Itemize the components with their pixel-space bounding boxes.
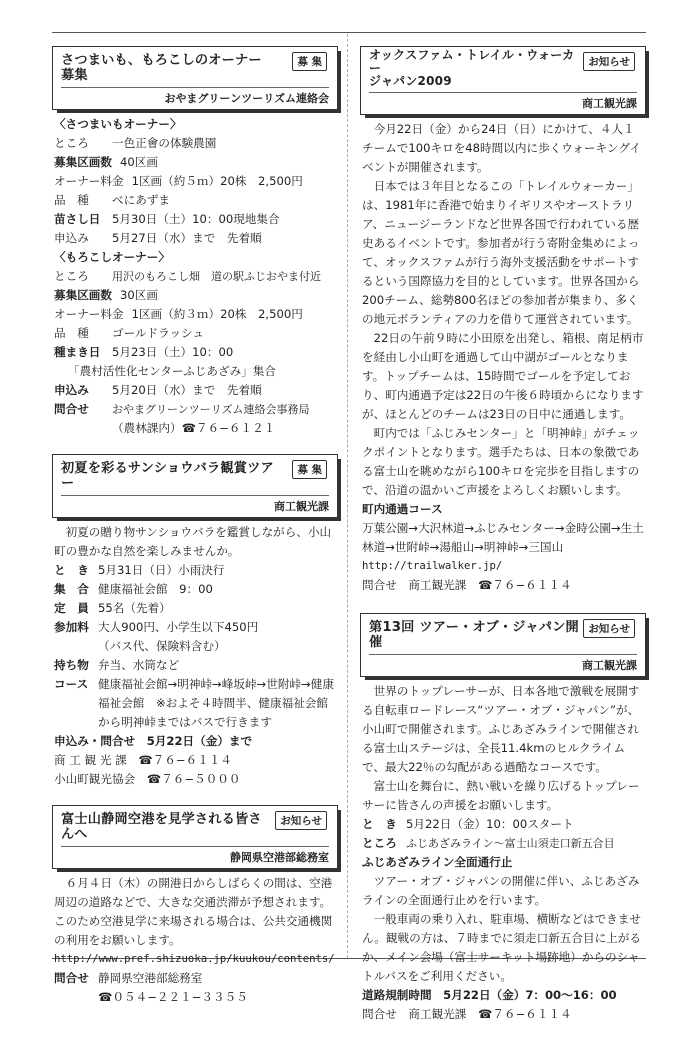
notice-badge: お知らせ bbox=[583, 619, 635, 638]
recruit-badge: 募 集 bbox=[292, 460, 327, 479]
article-title: 初夏を彩るサンショウバラ観賞ツアー bbox=[61, 461, 274, 491]
article-header bbox=[52, 805, 338, 869]
value: 5月22日（金）10：00スタート bbox=[406, 817, 574, 831]
label: 品 種 bbox=[54, 326, 89, 340]
value: 30区画 bbox=[120, 288, 158, 302]
column-divider bbox=[347, 34, 348, 958]
value: べにあずま bbox=[112, 193, 170, 207]
apply-line: 申込み・問合せ 5月22日（金）まで bbox=[54, 734, 253, 748]
article-owner-recruit bbox=[52, 46, 338, 438]
regulation-time: 道路規制時間 5月22日（金）7：00〜16：00 bbox=[362, 988, 617, 1002]
label: 募集区画数 bbox=[54, 288, 112, 302]
article-body bbox=[360, 115, 646, 595]
link-url[interactable]: http://trailwalker.jp/ bbox=[362, 560, 503, 572]
article-trailwalker bbox=[360, 46, 646, 595]
left-column bbox=[52, 46, 338, 1021]
section-heading: 〈さつまいもオーナー〉 bbox=[54, 117, 182, 131]
article-header bbox=[360, 46, 646, 115]
meeting-place: 「農村活性化センターふじあざみ」集合 bbox=[68, 364, 276, 378]
label: オーナー料金 bbox=[54, 174, 124, 188]
value: 大人900円、小学生以下450円 bbox=[98, 620, 259, 634]
label: 定 員 bbox=[54, 601, 89, 615]
contact-phone: （農林課内）☎７６−６１２１ bbox=[112, 421, 276, 435]
value: 健康福祉会館→明神峠→峰坂峠→世附峠→健康福祉会館 ※およそ４時間半、健康福祉会館から明神峠まではバスで行きます bbox=[98, 677, 334, 729]
label: ところ bbox=[54, 136, 89, 150]
value: 1区画（約５ｍ）20株 2,500円 bbox=[131, 174, 303, 188]
article-tour-of-japan bbox=[360, 613, 646, 1024]
contact-line: 問合せ 商工観光課 ☎７６−６１１４ bbox=[362, 1007, 572, 1021]
label: 種まき日 bbox=[54, 345, 101, 359]
paragraph: 今月22日（金）から24日（日）にかけて、４人１チームで100キロを48時間以内に歩くウォーキングイベントが開催されます。 bbox=[362, 122, 641, 174]
value: おやまグリーンツーリズム連絡会事務局 bbox=[112, 403, 310, 416]
article-header bbox=[52, 46, 338, 110]
article-body bbox=[52, 869, 338, 1007]
label: 問合せ bbox=[54, 402, 89, 416]
article-title: 第13回 ツアー・オブ・ジャパン開催 bbox=[369, 620, 579, 650]
article-organization: 商工観光課 bbox=[369, 92, 637, 111]
value: 5月20日（水）まで 先着順 bbox=[112, 383, 262, 397]
label: 持ち物 bbox=[54, 658, 89, 672]
intro-text: 初夏の贈り物サンショウバラを鑑賞しながら、小山町の豊かな自然を楽しみませんか。 bbox=[54, 525, 332, 558]
paragraph: 富士山を舞台に、熱い戦いを繰り広げるトップレーサーに皆さんの声援をお願いします。 bbox=[362, 779, 640, 812]
value: ふじあざみライン〜富士山須走口新五合目 bbox=[406, 837, 615, 850]
top-rule bbox=[52, 32, 646, 33]
notice-badge: お知らせ bbox=[583, 52, 635, 71]
contact-phone: 商 工 観 光 課 ☎７６−６１１４ bbox=[54, 753, 233, 767]
body-text: ６月４日（木）の開港日からしばらくの間は、空港周辺の道路などで、大きな交通渋滞が予想されます。このため空港見学に来場される場合は、公共交通機関の利用をお願いします。 bbox=[54, 876, 333, 947]
label: 申込み bbox=[54, 231, 89, 245]
label: コース bbox=[54, 677, 89, 691]
article-organization: おやまグリーンツーリズム連絡会 bbox=[61, 87, 329, 106]
article-body bbox=[360, 677, 646, 1024]
right-column bbox=[360, 46, 646, 1038]
fee-note: （バス代、保険料含む） bbox=[98, 639, 226, 653]
contact-phone: ☎０５４−２２１−３３５５ bbox=[98, 990, 248, 1004]
notice-badge: お知らせ bbox=[275, 811, 327, 830]
value: 5月23日（土）10：00 bbox=[112, 345, 234, 359]
route-text: 万葉公園→大沢林道→ふじみセンター→金時公園→生土林道→世附峠→湯船山→明神峠→三国山 bbox=[362, 521, 644, 554]
label: 集 合 bbox=[54, 582, 89, 596]
value: ゴールドラッシュ bbox=[112, 326, 205, 340]
article-header bbox=[360, 613, 646, 677]
article-organization: 静岡県空港部総務室 bbox=[61, 846, 329, 865]
article-organization: 商工観光課 bbox=[369, 654, 637, 673]
value: 5月27日（水）まで 先着順 bbox=[112, 231, 262, 245]
article-body bbox=[52, 110, 338, 438]
recruit-badge: 募 集 bbox=[292, 52, 327, 71]
article-rose-tour bbox=[52, 454, 338, 789]
label: ところ bbox=[54, 269, 89, 283]
label: 申込み bbox=[54, 383, 89, 397]
paragraph: 日本では３年目となるこの「トレイルウォーカー」は、1981年に香港で始まりイギリスやオーストラリア、ニュージーランドなど世界各国で行われている歴史あるイベントです。参加者が行う寄附金集めによって、オックスファムが行う海外支援活動をサポートするという国際協力を目的としています。世界各国から200チーム、総勢800名ほどの参加者が集まり、多くの地元ボランティアの力を借りて運営されています。 bbox=[362, 179, 640, 326]
paragraph: ツアー・オブ・ジャパンの開催に伴い、ふじあざみラインの全面通行止めを行います。 bbox=[362, 874, 640, 907]
value: 一色正會の体験農園 bbox=[112, 136, 217, 150]
value: 40区画 bbox=[120, 155, 158, 169]
value: 1区画（約３ｍ）20株 2,500円 bbox=[131, 307, 303, 321]
label: 募集区画数 bbox=[54, 155, 112, 169]
label: 品 種 bbox=[54, 193, 89, 207]
article-airport bbox=[52, 805, 338, 1007]
article-title: オックスファム・トレイル・ウォーカー ジャパン2009 bbox=[369, 48, 575, 88]
paragraph: 22日の午前９時に小田原を出発し、箱根、南足柄市を経由し小山町を通過して山中湖がゴールとなります。トップチームは、15時間でゴールを予定しており、町内通過予定は22日の午後６時頃からになりますが、ほとんどのチームは23日の日中に通過します。 bbox=[362, 331, 644, 421]
contact-phone: 小山町観光協会 ☎７６−５０００ bbox=[54, 772, 241, 786]
value: 5月30日（土）10：00現地集合 bbox=[112, 212, 280, 226]
route-heading: 町内通過コース bbox=[362, 502, 443, 516]
article-title: さつまいも、もろこしのオーナー募集 bbox=[61, 53, 262, 83]
label: 苗さし日 bbox=[54, 212, 101, 226]
link-url[interactable]: http://www.pref.shizuoka.jp/kuukou/contents/ bbox=[54, 953, 335, 965]
article-body bbox=[52, 518, 338, 789]
article-title: 富士山静岡空港を見学される皆さんへ bbox=[61, 812, 262, 842]
label: 参加料 bbox=[54, 620, 89, 634]
label: 問合せ bbox=[54, 971, 89, 985]
label: と き bbox=[54, 563, 89, 577]
label: オーナー料金 bbox=[54, 307, 124, 321]
contact-line: 問合せ 商工観光課 ☎７６−６１１４ bbox=[362, 578, 572, 592]
article-header bbox=[52, 454, 338, 518]
article-organization: 商工観光課 bbox=[61, 495, 329, 514]
value: 5月31日（日）小雨決行 bbox=[98, 563, 225, 577]
paragraph: 町内では「ふじみセンター」と「明神峠」がチェックポイントとなります。選手たちは、日本の象徴である富士山を眺めながら100キロを完歩を目指しますので、沿道の温かいご声援をよろしくお願いします。 bbox=[362, 426, 640, 497]
label: ところ bbox=[362, 836, 397, 850]
value: 静岡県空港部総務室 bbox=[98, 971, 203, 985]
label: と き bbox=[362, 817, 397, 831]
paragraph: 世界のトップレーサーが、日本各地で激戦を展開する自転車ロードレース“ツアー・オブ・ジャパン”が、小山町で開催されます。ふじあざみラインで開催される富士山ステージは、全長11.4kmのヒルクライムで、最大22％の勾配がある過酷なコースです。 bbox=[362, 684, 640, 774]
paragraph: 一般車両の乗り入れ、駐車場、横断などはできません。観戦の方は、７時までに須走口新五合目に上がるか、メイン会場（富士サーキット場跡地）からのシャトルバスをご利用ください。 bbox=[362, 912, 641, 983]
closure-heading: ふじあざみライン全面通行止 bbox=[362, 855, 513, 869]
value: 弁当、水筒など bbox=[98, 658, 180, 672]
value: 用沢のもろこし畑 道の駅ふじおやま付近 bbox=[112, 270, 321, 283]
value: 55名（先着） bbox=[98, 601, 171, 615]
section-heading: 〈もろこしオーナー〉 bbox=[54, 250, 170, 264]
value: 健康福祉会館 9：00 bbox=[98, 582, 213, 596]
